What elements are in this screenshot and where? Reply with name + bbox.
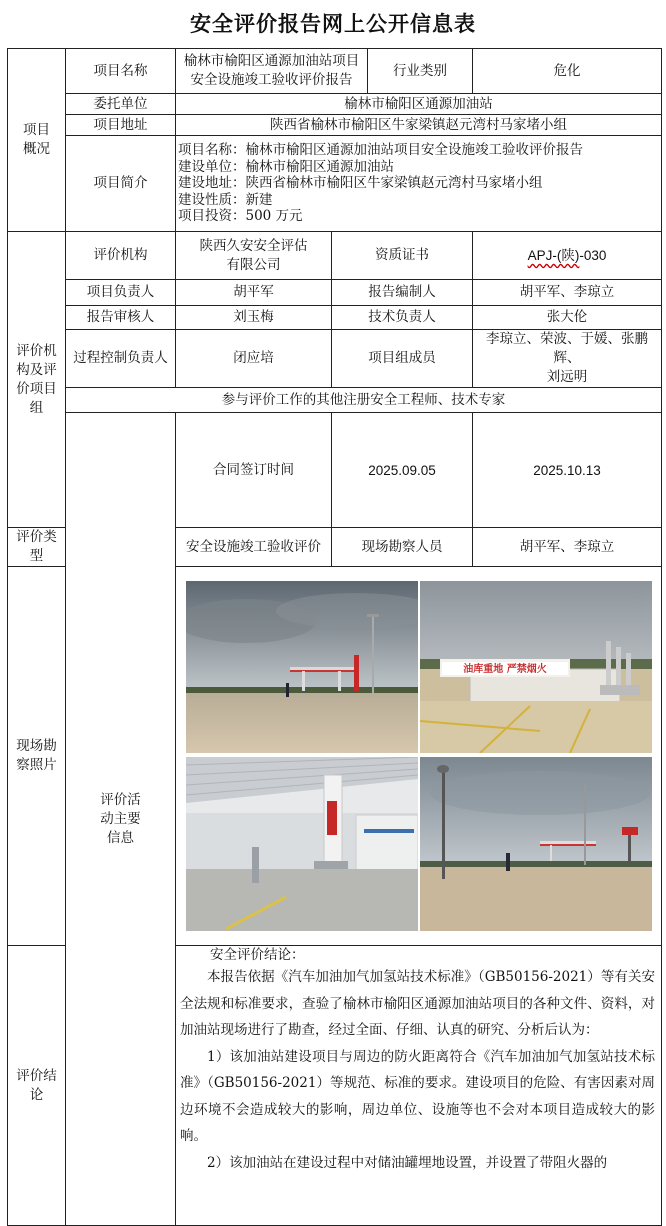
tech-label: 技术负责人 (332, 306, 473, 330)
conclusion-paragraph-2: 1）该加油站建设项目与周边的防火距离符合《汽车加油加气加氢站技术标准》（GB50156-2021）等规范、标准的要求。建设项目的危险、有害因素对周边环境不会造成较大的影响，周边单位、设施等也不会对本项目造成较大的影响。 (180, 1048, 655, 1144)
cert-value: APJ-(陕)-030 (473, 232, 662, 280)
address-label: 项目地址 (66, 115, 176, 136)
client-value: 榆林市榆阳区通源加油站 (176, 94, 662, 115)
process-label: 过程控制负责人 (66, 330, 176, 388)
section-activity-label: 评价活 动主要 信息 (66, 413, 176, 1226)
others-label: 参与评价工作的其他注册安全工程师、技术专家 (66, 388, 662, 413)
address-value: 陕西省榆林市榆阳区牛家梁镇赵元湾村马家堵小组 (176, 115, 662, 136)
survey-value: 胡平军、李琼立 (473, 528, 662, 567)
type-label: 评价类型 (8, 528, 66, 567)
intro-label: 项目简介 (66, 136, 176, 232)
reviewer-label: 报告审核人 (66, 306, 176, 330)
page-title: 安全评价报告网上公开信息表 (190, 12, 476, 36)
conclusion-text (176, 946, 662, 1226)
contract-date: 2025.09.05 (332, 413, 473, 528)
conclusion-heading: 安全评价结论： (210, 947, 305, 963)
contract-label: 合同签订时间 (176, 413, 332, 528)
tank-area-sign: 油库重地 严禁烟火 (462, 664, 547, 675)
project-name: 榆林市榆阳区通源加油站项目 安全设施竣工验收评价报告 行业类别 (176, 49, 473, 94)
writer-value: 胡平军、李琼立 (473, 280, 662, 306)
members-value: 李琼立、荣波、于媛、张鹏辉、 刘远明 (473, 330, 662, 388)
cert-label: 资质证书 (332, 232, 473, 280)
writer-label: 报告编制人 (332, 280, 473, 306)
survey-label: 现场勘察人员 (332, 528, 473, 567)
type-value: 安全设施竣工验收评价 (176, 528, 332, 567)
section-overview-label: 项目 概况 (8, 49, 66, 232)
reviewer-value: 刘玉梅 (176, 306, 332, 330)
org-label: 评价机构 (66, 232, 176, 280)
tech-value: 张大伦 (473, 306, 662, 330)
process-value: 闭应培 (176, 330, 332, 388)
leader-value: 胡平军 (176, 280, 332, 306)
conclusion-paragraph-3: 2）该加油站在建设过程中对储油罐埋地设置，并设置了带阻火器的 (207, 1154, 608, 1171)
industry-label: 行业类别 (367, 49, 472, 93)
submit-date: 2025.10.13 (473, 413, 662, 528)
site-photo-2 (420, 581, 652, 753)
photos-cell (176, 567, 662, 946)
industry-value: 危化 (473, 49, 662, 94)
conclusion-label: 评价结论 (8, 946, 66, 1226)
site-photo-1 (186, 581, 418, 753)
info-table (7, 48, 662, 1226)
site-photo-3 (186, 757, 418, 931)
conclusion-paragraph-1: 本报告依据《汽车加油加气加氢站技术标准》（GB50156-2021）等有关安全法规和标准要求，查验了榆林市榆阳区通源加油站项目的各种文件、资料，对加油站现场进行了勘查，经过全面、仔细、认真的研究、分析后认为： (180, 969, 655, 1038)
site-photo-4 (420, 757, 652, 931)
client-label: 委托单位 (66, 94, 176, 115)
section-org-label: 评价机 构及评 价项目 组 (8, 232, 66, 528)
org-name: 陕西久安安全评估 有限公司 (176, 232, 332, 280)
photos-label: 现场勘察照片 (8, 567, 66, 946)
intro-value: 项目名称：榆林市榆阳区通源加油站项目安全设施竣工验收评价报告 建设单位：榆林市榆阳区通源加油站 建设地址：陕西省榆林市榆阳区牛家梁镇赵元湾村马家堵小组 建设性质：新建 项目投资：500 万元 (176, 136, 662, 232)
project-name-label: 项目名称 (66, 49, 176, 94)
members-label: 项目组成员 (332, 330, 473, 388)
leader-label: 项目负责人 (66, 280, 176, 306)
